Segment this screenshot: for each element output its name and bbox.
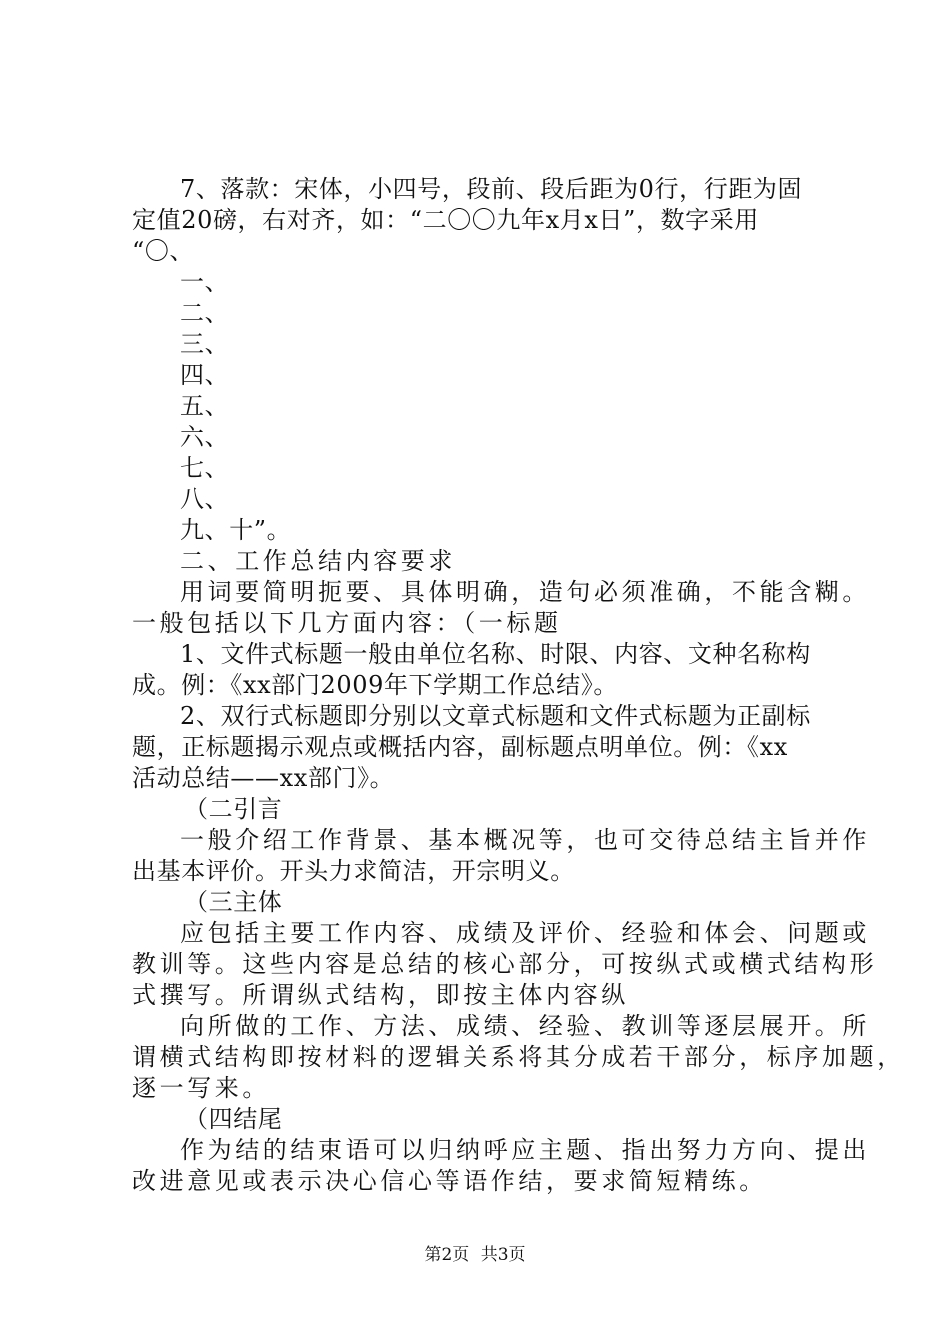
- text-line: 成。例：《xx部门2009年下学期工作总结》。: [132, 671, 618, 699]
- text-line: 一般包括以下几方面内容：（一标题: [132, 609, 562, 637]
- text-line: 谓横式结构即按材料的逻辑关系将其分成若干部分，标序加题，: [132, 1043, 905, 1071]
- text-line: 用词要简明扼要、具体明确，造句必须准确，不能含糊。: [180, 578, 870, 606]
- text-line: 题，正标题揭示观点或概括内容，副标题点明单位。例：《xx: [132, 733, 788, 761]
- page-footer: [0, 1244, 950, 1266]
- text-line: 逐一写来。: [132, 1074, 270, 1102]
- text-line: “〇、: [132, 237, 195, 265]
- text-line: 2、双行式标题即分别以文章式标题和文件式标题为正副标: [180, 702, 811, 730]
- text-line: 四、: [180, 361, 230, 389]
- text-line: 活动总结——xx部门》。: [132, 764, 395, 792]
- text-line: 一般介绍工作背景、基本概况等，也可交待总结主旨并作: [180, 826, 870, 854]
- text-line: 7、落款：宋体，小四号，段前、段后距为0行，行距为固: [180, 175, 803, 203]
- text-line: 教训等。这些内容是总结的核心部分，可按纵式或横式结构形: [132, 950, 878, 978]
- text-line: 七、: [180, 454, 230, 482]
- page-number: 第2页: [424, 1245, 470, 1265]
- text-line: 三、: [180, 330, 230, 358]
- document-body: [132, 174, 905, 1197]
- text-line: 五、: [180, 392, 230, 420]
- text-line: 一、: [180, 268, 230, 296]
- text-line: 式撰写。所谓纵式结构，即按主体内容纵: [132, 981, 629, 1009]
- section-heading: 二、工作总结内容要求: [180, 547, 456, 575]
- text-line: 应包括主要工作内容、成绩及评价、经验和体会、问题或: [180, 919, 870, 947]
- text-line: 九、十”。: [180, 516, 292, 544]
- text-line: 1、文件式标题一般由单位名称、时限、内容、文种名称构: [180, 640, 811, 668]
- text-line: 出基本评价。开头力求简洁，开宗明义。: [132, 857, 575, 885]
- text-line: 改进意见或表示决心信心等语作结，要求简短精练。: [132, 1167, 767, 1195]
- subsection-heading: （三主体: [184, 888, 283, 916]
- subsection-heading: （二引言: [184, 795, 283, 823]
- text-line: 作为结的结束语可以归纳呼应主题、指出努力方向、提出: [180, 1136, 870, 1164]
- text-line: 向所做的工作、方法、成绩、经验、教训等逐层展开。所: [180, 1012, 870, 1040]
- text-line: 二、: [180, 299, 230, 327]
- page-total: 共3页: [480, 1245, 526, 1265]
- text-line: 六、: [180, 423, 230, 451]
- text-line: 定值20磅，右对齐，如：“二〇〇九年x月x日”，数字采用: [132, 206, 759, 234]
- text-line: 八、: [180, 485, 230, 513]
- subsection-heading: （四结尾: [184, 1105, 283, 1133]
